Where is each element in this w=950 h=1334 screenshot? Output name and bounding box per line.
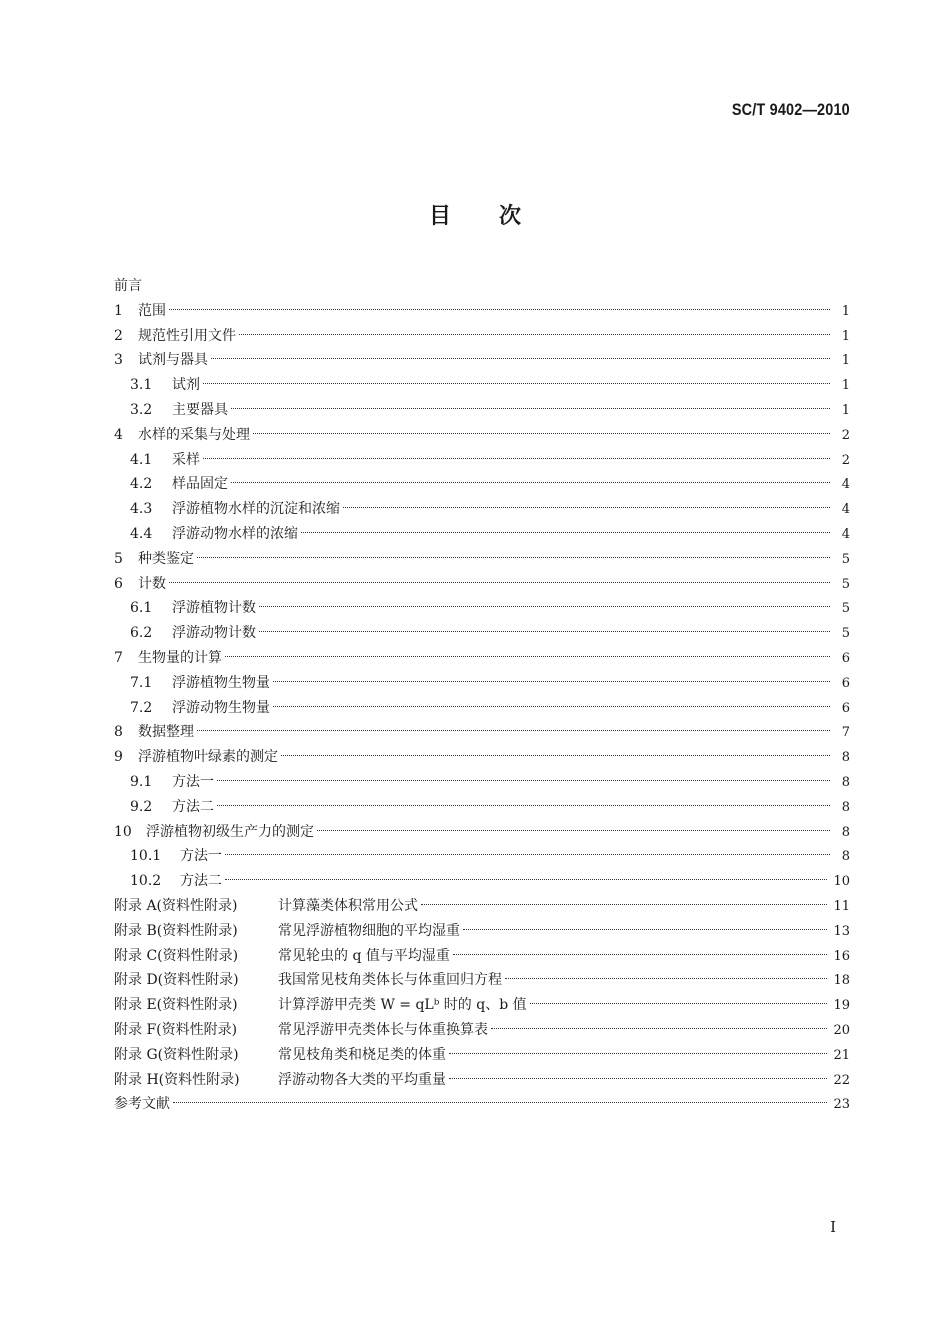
toc-entry-page: 16 [833, 948, 850, 964]
toc-entry[interactable] [114, 324, 850, 349]
toc-entry[interactable] [114, 844, 850, 869]
toc-entry-number: 7.1 [130, 674, 153, 691]
toc-entry-page: 1 [841, 328, 850, 344]
page-number: I [830, 1218, 836, 1236]
toc-entry-number: 1 [114, 302, 123, 319]
toc-entry-number: 7.2 [130, 699, 153, 716]
toc-entry-number: 附录 A(资料性附录) [114, 897, 238, 914]
toc-entry[interactable] [114, 1092, 850, 1117]
toc-entry-label: 浮游植物初级生产力的测定 [146, 823, 314, 840]
toc-entry-label: 浮游植物水样的沉淀和浓缩 [172, 501, 340, 518]
toc-entry-page: 10 [833, 874, 850, 890]
page-title [0, 199, 950, 230]
toc-entry-label: 数据整理 [138, 724, 194, 741]
toc-entry-number: 附录 H(资料性附录) [114, 1071, 240, 1088]
toc-entry-page: 4 [841, 526, 850, 542]
toc-entry-page: 5 [841, 626, 850, 642]
dot-leader [281, 755, 830, 756]
toc-entry-label: 试剂 [172, 377, 200, 394]
dot-leader [259, 631, 830, 632]
toc-entry-label: 浮游动物各大类的平均重量 [278, 1071, 446, 1088]
toc-entry[interactable] [114, 621, 850, 646]
toc-entry-page: 23 [833, 1097, 850, 1113]
toc-entry-page: 8 [841, 774, 850, 790]
toc-entry-label: 常见轮虫的 q 值与平均湿重 [278, 947, 450, 964]
toc-entry-number: 6 [114, 575, 123, 592]
toc-entry[interactable] [114, 472, 850, 497]
toc-entry[interactable] [114, 720, 850, 745]
dot-leader [505, 978, 827, 979]
toc-entry[interactable] [114, 671, 850, 696]
toc-entry[interactable] [114, 820, 850, 845]
toc-entry-label: 方法二 [180, 873, 222, 890]
dot-leader [225, 656, 830, 657]
toc-entry-label: 方法二 [172, 798, 214, 815]
dot-leader [301, 532, 830, 533]
toc-entry[interactable] [114, 646, 850, 671]
toc-entry-number: 附录 C(资料性附录) [114, 947, 239, 964]
toc-entry[interactable] [114, 448, 850, 473]
toc-entry-page: 8 [841, 750, 850, 766]
toc-entry-page: 5 [841, 551, 850, 567]
toc-entry-page: 22 [833, 1072, 850, 1088]
toc-entry-page: 20 [833, 1022, 850, 1038]
toc-entry[interactable] [114, 869, 850, 894]
toc-entry[interactable] [114, 745, 850, 770]
dot-leader [169, 309, 830, 310]
toc-entry[interactable] [114, 522, 850, 547]
toc-entry[interactable] [114, 1068, 850, 1093]
dot-leader [231, 408, 830, 409]
toc-entry[interactable] [114, 398, 850, 423]
dot-leader [491, 1028, 827, 1029]
dot-leader [197, 557, 830, 558]
toc-entry[interactable] [114, 572, 850, 597]
toc-entry-label: 生物量的计算 [138, 649, 222, 666]
toc-entry-number: 6.1 [130, 600, 153, 617]
dot-leader [421, 904, 827, 905]
toc-entry-page: 8 [841, 824, 850, 840]
toc-entry-number: 10 [114, 823, 132, 840]
toc-entry[interactable] [114, 299, 850, 324]
dot-leader [211, 358, 830, 359]
toc-entry-label: 我国常见枝角类体长与体重回归方程 [278, 972, 502, 989]
toc-entry-label: 样品固定 [172, 476, 228, 493]
toc-entry-page: 18 [833, 973, 850, 989]
toc-entry-page: 5 [841, 601, 850, 617]
toc-entry-number: 4.2 [130, 476, 153, 493]
toc-entry-number: 4.3 [130, 501, 153, 518]
toc-entry-number: 10.1 [130, 848, 162, 865]
toc-entry-page: 8 [841, 799, 850, 815]
toc-entry-label: 浮游动物水样的浓缩 [172, 525, 298, 542]
toc-entry-number: 附录 D(资料性附录) [114, 972, 239, 989]
toc-entry-label: 浮游动物计数 [172, 625, 256, 642]
toc-entry[interactable] [114, 795, 850, 820]
dot-leader [259, 606, 830, 607]
toc-entry-page: 19 [833, 998, 850, 1014]
toc-entry-label: 常见浮游植物细胞的平均湿重 [278, 922, 460, 939]
dot-leader [217, 780, 830, 781]
toc-entry-label: 水样的采集与处理 [138, 426, 250, 443]
toc-entry[interactable] [114, 770, 850, 795]
toc-entry[interactable] [114, 348, 850, 373]
toc-entry-label: 试剂与器具 [138, 352, 208, 369]
toc-entry[interactable] [114, 596, 850, 621]
toc-entry[interactable] [114, 1018, 850, 1043]
toc-entry-page: 8 [841, 849, 850, 865]
dot-leader [231, 482, 830, 483]
toc-entry[interactable] [114, 919, 850, 944]
toc-entry[interactable] [114, 373, 850, 398]
toc-entry-number: 2 [114, 327, 123, 344]
toc-entry-number: 4.4 [130, 525, 153, 542]
toc-entry-page: 6 [841, 675, 850, 691]
toc-entry-number: 附录 G(资料性附录) [114, 1046, 239, 1063]
toc-entry-number: 3 [114, 352, 123, 369]
toc-entry-page: 11 [833, 898, 850, 914]
toc-entry-label: 常见枝角类和桡足类的体重 [278, 1046, 446, 1063]
dot-leader [197, 730, 830, 731]
toc-entry-number: 7 [114, 649, 123, 666]
toc-entry-label: 种类鉴定 [138, 550, 194, 567]
toc-entry-number: 4 [114, 426, 123, 443]
toc-entry-label: 浮游动物生物量 [172, 699, 270, 716]
title-char-2: 次 [499, 204, 522, 229]
toc-entry-label: 参考文献 [114, 1096, 170, 1113]
dot-leader [239, 334, 830, 335]
toc-entry-number: 10.2 [130, 873, 162, 890]
toc-entry-number: 9 [114, 749, 123, 766]
toc-entry-page: 4 [841, 477, 850, 493]
toc-entry-label: 常见浮游甲壳类体长与体重换算表 [278, 1021, 488, 1038]
toc-entry[interactable] [114, 944, 850, 969]
toc-entry[interactable] [114, 1043, 850, 1068]
dot-leader [217, 805, 830, 806]
dot-leader [273, 706, 830, 707]
toc-entry-label: 计数 [138, 575, 166, 592]
toc-entry-label: 方法一 [180, 848, 222, 865]
toc-entry-page: 6 [841, 700, 850, 716]
toc-entry[interactable] [114, 547, 850, 572]
toc-entry-page: 2 [841, 427, 850, 443]
toc-entry-number: 4.1 [130, 451, 153, 468]
toc-entry-label: 采样 [172, 451, 200, 468]
toc-entry-number: 5 [114, 550, 123, 567]
toc-entry-page: 13 [833, 923, 850, 939]
dot-leader [530, 1003, 828, 1004]
toc-entry-page: 21 [833, 1047, 850, 1063]
toc-entry-label: 浮游植物计数 [172, 600, 256, 617]
toc-entry[interactable] [114, 894, 850, 919]
dot-leader [463, 929, 827, 930]
toc-entry-label: 计算藻类体积常用公式 [278, 897, 418, 914]
toc-entry[interactable] [114, 993, 850, 1018]
dot-leader [449, 1078, 827, 1079]
toc-entry[interactable] [114, 696, 850, 721]
toc-entry-number: 9.1 [130, 773, 153, 790]
title-char-1: 目 [428, 204, 451, 229]
toc-entry-page: 1 [841, 378, 850, 394]
toc-entry-label: 前言 [114, 278, 142, 294]
toc-entry-number: 3.2 [130, 401, 153, 418]
toc-entry[interactable] [114, 423, 850, 448]
toc-entry-label: 计算浮游甲壳类 W = qLᵇ 时的 q、b 值 [278, 997, 527, 1014]
dot-leader [169, 582, 830, 583]
toc-entry[interactable] [114, 497, 850, 522]
dot-leader [225, 879, 827, 880]
toc-entry-number: 6.2 [130, 625, 153, 642]
toc-entry-number: 附录 E(资料性附录) [114, 997, 238, 1014]
toc-entry-page: 1 [841, 353, 850, 369]
dot-leader [253, 433, 830, 434]
dot-leader [225, 854, 830, 855]
toc-entry-label: 主要器具 [172, 401, 228, 418]
toc-entry-page: 6 [841, 650, 850, 666]
dot-leader [449, 1053, 827, 1054]
toc-entry-number: 9.2 [130, 798, 153, 815]
toc-entry-label: 浮游植物生物量 [172, 674, 270, 691]
toc-entry-label: 方法一 [172, 773, 214, 790]
dot-leader [273, 681, 830, 682]
toc-entry[interactable] [114, 274, 850, 299]
toc-entry-page: 5 [841, 576, 850, 592]
table-of-contents [114, 274, 850, 1117]
dot-leader [453, 954, 828, 955]
toc-entry-label: 浮游植物叶绿素的测定 [138, 749, 278, 766]
toc-entry-number: 3.1 [130, 377, 153, 394]
toc-entry-label: 规范性引用文件 [138, 327, 236, 344]
toc-entry-number: 附录 B(资料性附录) [114, 922, 238, 939]
toc-entry-page: 1 [841, 402, 850, 418]
dot-leader [203, 458, 830, 459]
standard-code: SC/T 9402—2010 [731, 100, 850, 119]
dot-leader [203, 383, 830, 384]
toc-entry[interactable] [114, 968, 850, 993]
toc-entry-label: 范围 [138, 302, 166, 319]
dot-leader [317, 830, 830, 831]
toc-entry-number: 8 [114, 724, 123, 741]
dot-leader [343, 507, 830, 508]
toc-entry-page: 2 [841, 452, 850, 468]
toc-entry-page: 4 [841, 502, 850, 518]
toc-entry-page: 1 [841, 303, 850, 319]
dot-leader [173, 1102, 827, 1103]
toc-entry-page: 7 [841, 725, 850, 741]
toc-entry-number: 附录 F(资料性附录) [114, 1021, 238, 1038]
